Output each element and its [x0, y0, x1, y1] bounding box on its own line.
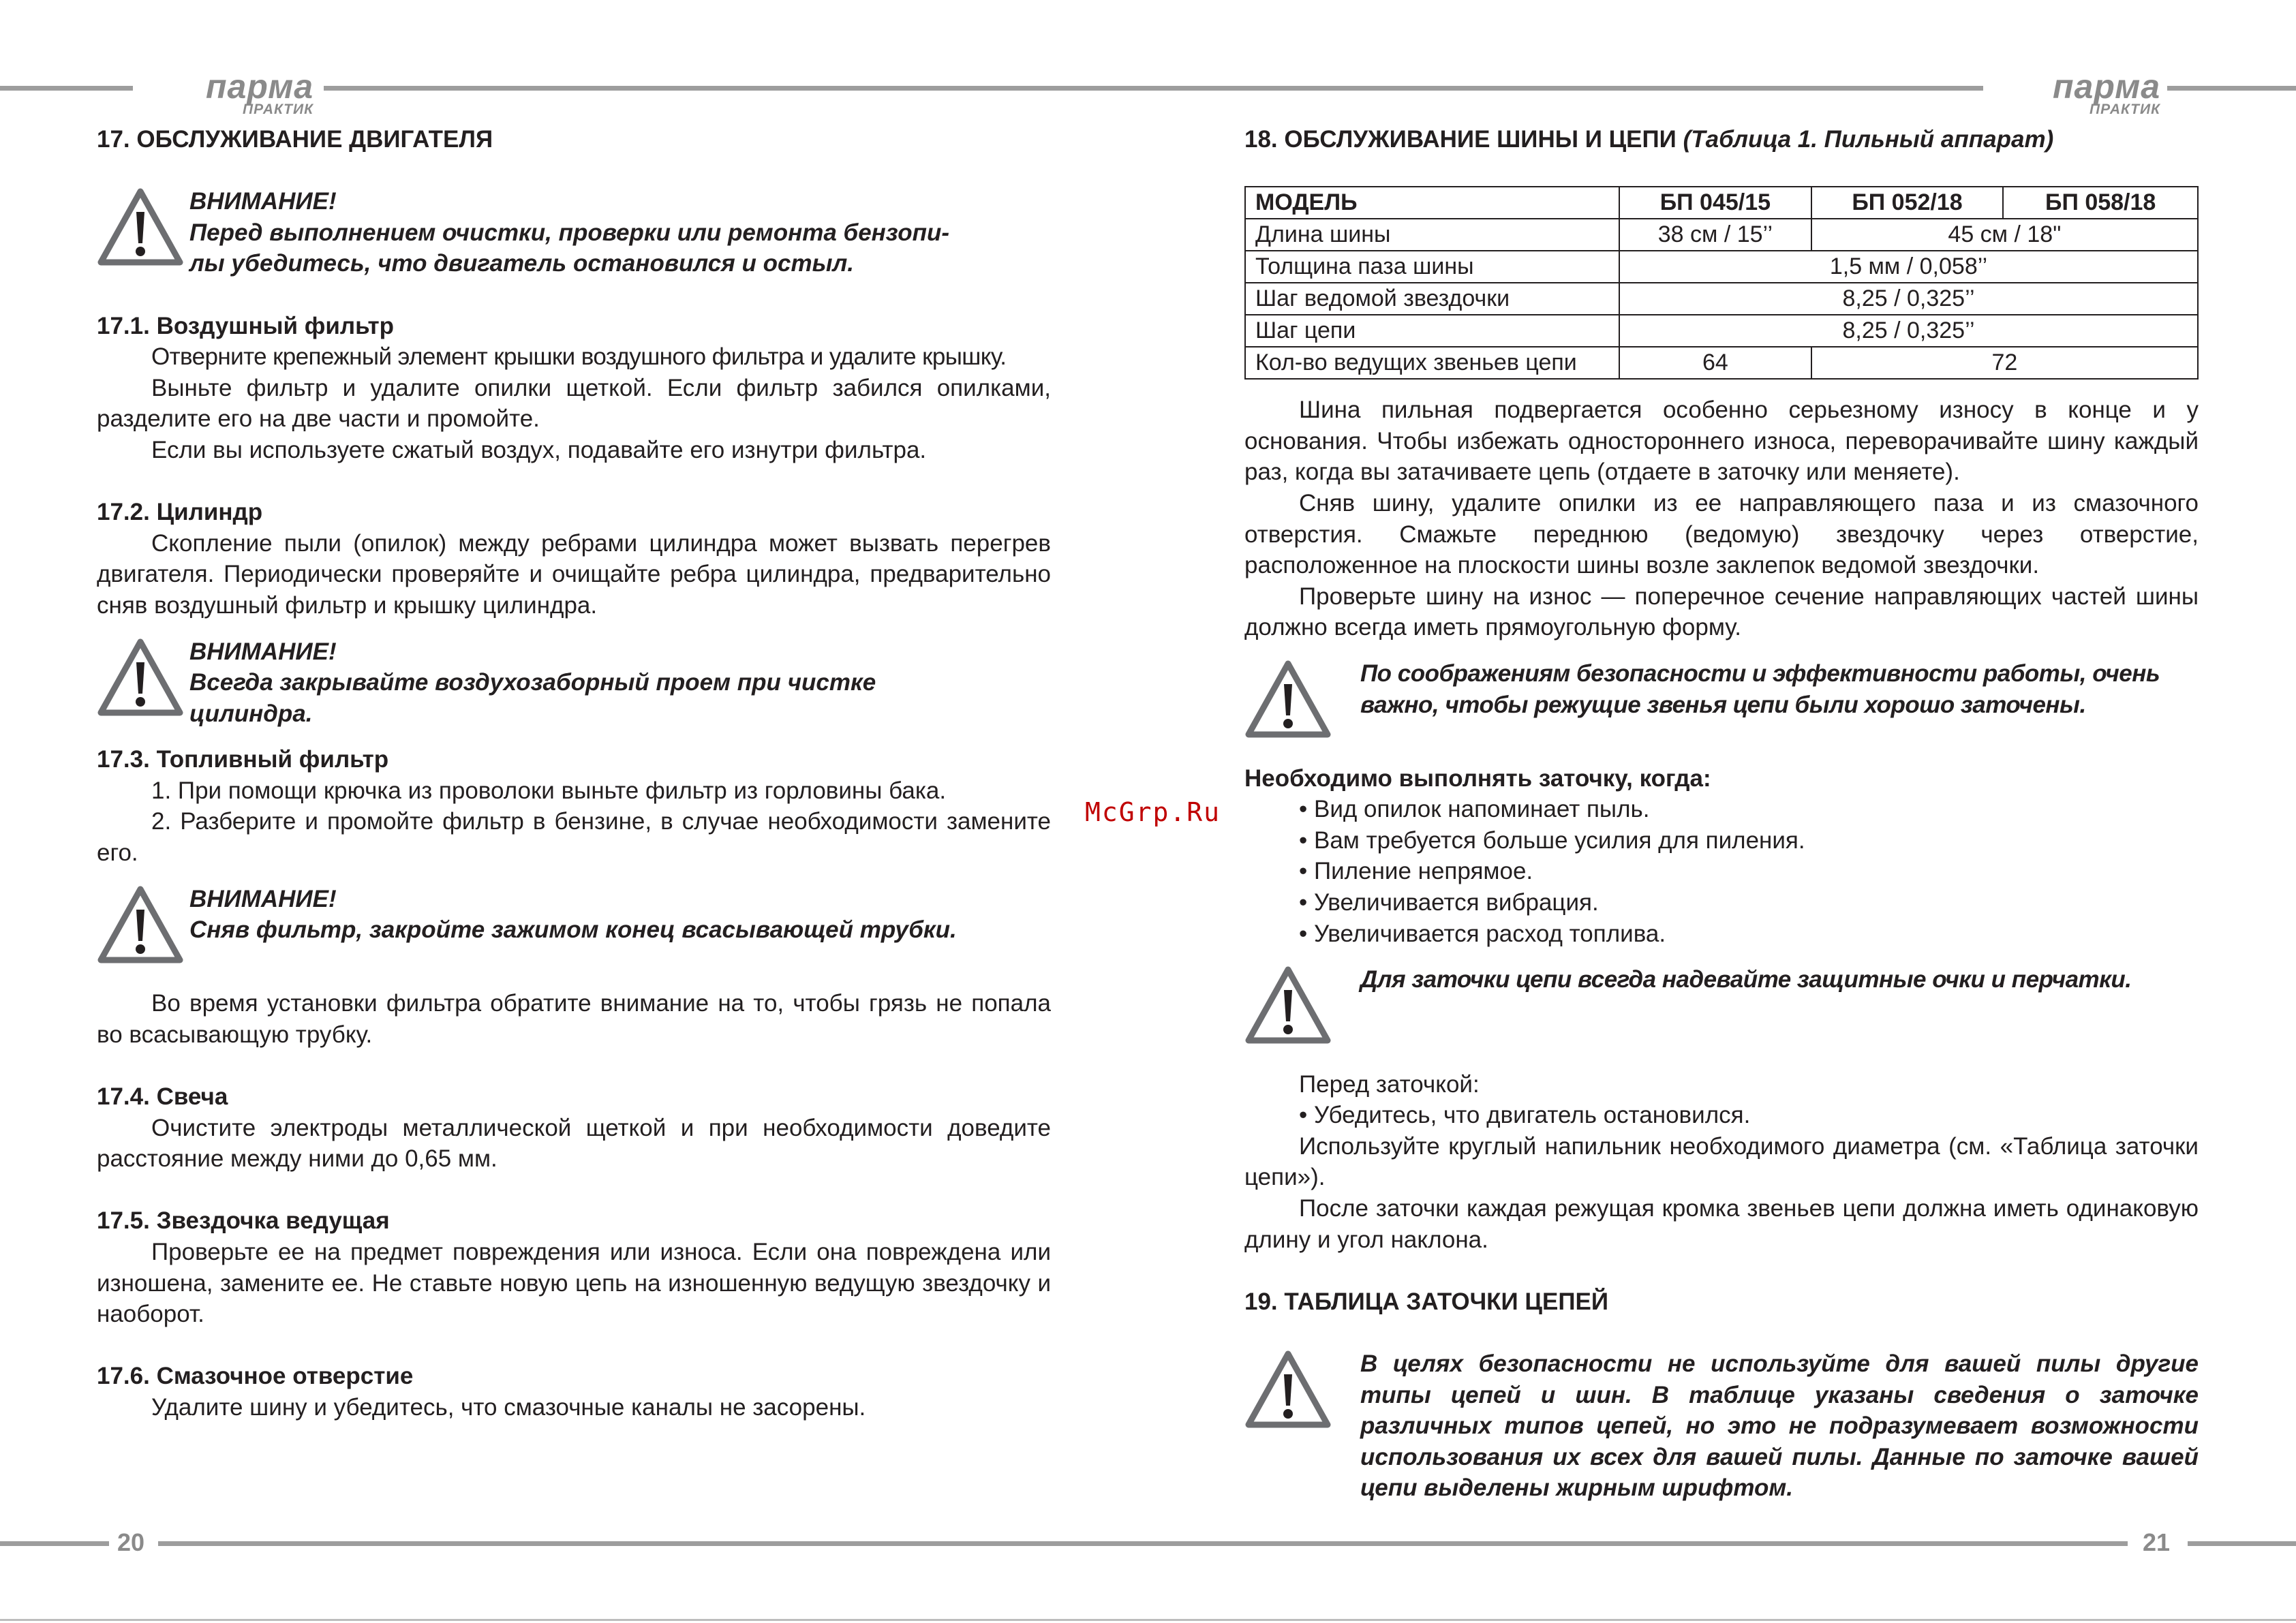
paragraph: Скопление пыли (опилок) между ребрами цилиндра может вызвать перегрев двигателя. Периодически проверяйте и очищайте ребра цилиндра, предварительно сняв воздушный фильтр и крышку цилиндра. [97, 529, 1051, 619]
paragraph: Во время установки фильтра обратите внимание на то, чтобы грязь не попала во всасывающую трубку. [97, 990, 1051, 1048]
logo-right [1987, 67, 2160, 117]
section-title-17: 17. ОБСЛУЖИВАНИЕ ДВИГАТЕЛЯ [97, 126, 493, 153]
right-column [1244, 124, 2199, 1504]
warning-line: лы убедитесь, что двигатель остановился и остыл. [189, 250, 854, 277]
section-title-18 [1244, 124, 2199, 155]
bottom-edge-line [0, 1619, 2296, 1621]
warning-triangle-icon [1244, 658, 1360, 748]
logo-main-text: парма [205, 67, 313, 106]
warning-block-3 [97, 884, 1051, 974]
watermark: McGrp.Ru [1085, 797, 1221, 827]
table-row [1245, 283, 2198, 315]
subsection-title-17-4: 17.4. Свеча [97, 1083, 228, 1111]
section-title-18-italic: (Таблица 1. Пильный аппарат) [1683, 126, 2054, 153]
table-row [1245, 315, 2198, 347]
paragraph: Перед заточкой: [1299, 1070, 1480, 1098]
table-row [1245, 347, 2198, 379]
table-header-cell: БП 052/18 [1811, 187, 2004, 219]
table-cell: Шаг ведомой звездочки [1245, 283, 1619, 315]
subsection-title-17-2: 17.2. Цилиндр [97, 499, 263, 526]
warning-triangle-icon [1244, 964, 1360, 1054]
header-line-right [2167, 86, 2296, 91]
paragraph: Сняв шину, удалите опилки из ее направляющего паза и из смазочного отверстия. Смажьте переднюю (ведомую) звездочку через отверстие, расположенное на плоскости шины возле заклепок ведомой звездочки. [1244, 489, 2199, 579]
logo-main-text: парма [2052, 67, 2160, 106]
subsection-title-17-1: 17.1. Воздушный фильтр [97, 312, 395, 339]
table-row [1245, 219, 2198, 251]
paragraph: Проверьте шину на износ — поперечное сечение направляющих частей шины должно всегда иметь прямоугольную форму. [1244, 583, 2199, 641]
logo-sub-text: ПРАКТИК [2090, 102, 2160, 117]
table-cell: 38 см / 15’’ [1619, 219, 1811, 251]
warning-triangle-icon [1244, 1348, 1360, 1438]
table-cell: 8,25 / 0,325’’ [1619, 315, 2198, 347]
paragraph: Проверьте ее на предмет повреждения или износа. Если она повреждена или изношена, замените ее. Не ставьте новую цепь на изношенную ведущую звездочку и наоборот. [97, 1239, 1051, 1328]
paragraph: Если вы используете сжатый воздух, подавайте его изнутри фильтра. [151, 436, 927, 463]
paragraph: • Убедитесь, что двигатель остановился. [1299, 1102, 1751, 1129]
table-row [1245, 251, 2198, 283]
warning-line: Перед выполнением очистки, проверки или ремонта бензопи- [189, 219, 949, 246]
header-line-left-b [324, 86, 1983, 91]
saw-spec-table [1244, 186, 2199, 380]
paragraph: Отверните крепежный элемент крышки воздушного фильтра и удалите крышку. [151, 343, 1007, 371]
paragraph: Удалите шину и убедитесь, что смазочные каналы не засорены. [151, 1393, 866, 1421]
footer-line-left-a [0, 1541, 109, 1546]
paragraph: После заточки каждая режущая кромка звеньев цепи должна иметь одинаковую длину и угол наклона. [1244, 1195, 2199, 1253]
warning-line: цилиндра. [189, 700, 313, 727]
warning-block-2 [97, 636, 1051, 730]
warning-line: Сняв фильтр, закройте зажимом конец всасывающей трубки. [189, 916, 957, 944]
paragraph: Шина пильная подвергается особенно серьезному износу в конце и у основания. Чтобы избежать одностороннего износа, переворачивайте шину каждый раз, когда вы затачиваете цепь (отдаете в заточку или меняете). [1244, 397, 2199, 486]
footer-line-mid [158, 1541, 2128, 1546]
warning-heading: ВНИМАНИЕ! [189, 638, 337, 665]
bullet-list [1244, 794, 2199, 949]
paragraph: 1. При помощи крючка из проволоки выньте фильтр из горловины бака. [151, 777, 947, 804]
warning-text: В целях безопасности не используйте для вашей пилы другие типы цепей и шин. В таблице указаны сведения о заточке различных типов цепей, но это не подразумевает возможности использования их всех для вашей пилы. Данные по заточке вашей цепи выделены жирным шрифтом. [1360, 1350, 2199, 1502]
paragraph: 2. Разберите и промойте фильтр в бензине, в случае необходимости замените его. [97, 808, 1051, 867]
subsection-title-17-3: 17.3. Топливный фильтр [97, 746, 389, 773]
warning-block-4 [1244, 658, 2199, 748]
warning-heading: ВНИМАНИЕ! [189, 188, 337, 215]
list-item: • Вам требуется больше усилия для пиления. [1299, 826, 1805, 854]
table-cell: 45 см / 18" [1811, 219, 2198, 251]
table-header-cell: БП 045/15 [1619, 187, 1811, 219]
list-item: • Вид опилок напоминает пыль. [1299, 796, 1650, 823]
list-item: • Увеличивается вибрация. [1299, 888, 1599, 916]
logo-sub-text: ПРАКТИК [243, 102, 313, 117]
table-cell: Кол-во ведущих звеньев цепи [1245, 347, 1619, 379]
table-cell: 1,5 мм / 0,058’’ [1619, 251, 2198, 283]
table-cell: 72 [1811, 347, 2198, 379]
warning-block-1 [97, 186, 1051, 279]
list-item: • Пиление непрямое. [1299, 858, 1533, 885]
warning-line: важно, чтобы режущие звенья цепи были хорошо заточены. [1360, 691, 2086, 718]
table-header-row [1245, 187, 2198, 219]
paragraph: Очистите электроды металлической щеткой и при необходимости доведите расстояние между ними до 0,65 мм. [97, 1114, 1051, 1173]
warning-line: Для заточки цепи всегда надевайте защитные очки и перчатки. [1360, 966, 2132, 993]
table-cell: Толщина паза шины [1245, 251, 1619, 283]
section-title-19: 19. ТАБЛИЦА ЗАТОЧКИ ЦЕПЕЙ [1244, 1288, 1608, 1315]
subsection-title-17-6: 17.6. Смазочное отверстие [97, 1363, 414, 1390]
warning-triangle-icon [97, 636, 189, 726]
warning-block-6 [1244, 1348, 2199, 1504]
warning-line: По соображениям безопасности и эффективности работы, очень [1360, 660, 2160, 687]
logo-left [140, 67, 313, 117]
warning-block-5 [1244, 964, 2199, 1054]
warning-heading: ВНИМАНИЕ! [189, 885, 337, 912]
footer-line-right [2188, 1541, 2296, 1546]
subsection-title-17-5: 17.5. Звездочка ведущая [97, 1207, 390, 1235]
sharpen-when-title: Необходимо выполнять заточку, когда: [1244, 764, 1711, 792]
warning-line: Всегда закрывайте воздухозаборный проем при чистке [189, 669, 876, 696]
page-number-left: 20 [117, 1528, 145, 1556]
table-cell: 64 [1619, 347, 1811, 379]
section-title-18-main: 18. ОБСЛУЖИВАНИЕ ШИНЫ И ЦЕПИ [1244, 126, 1677, 153]
table-cell: Длина шины [1245, 219, 1619, 251]
table-cell: Шаг цепи [1245, 315, 1619, 347]
left-column [97, 124, 1051, 1423]
warning-triangle-icon [97, 186, 189, 276]
table-header-cell: МОДЕЛЬ [1245, 187, 1619, 219]
list-item: • Увеличивается расход топлива. [1299, 920, 1666, 947]
table-header-cell: БП 058/18 [2003, 187, 2198, 219]
paragraph: Выньте фильтр и удалите опилки щеткой. Если фильтр забился опилками, разделите его на две части и промойте. [97, 374, 1051, 433]
page-number-right: 21 [2143, 1528, 2171, 1556]
table-cell: 8,25 / 0,325’’ [1619, 283, 2198, 315]
header-line-left-a [0, 86, 133, 91]
warning-triangle-icon [97, 884, 189, 974]
paragraph: Используйте круглый напильник необходимого диаметра (см. «Таблица заточки цепи»). [1244, 1132, 2199, 1191]
